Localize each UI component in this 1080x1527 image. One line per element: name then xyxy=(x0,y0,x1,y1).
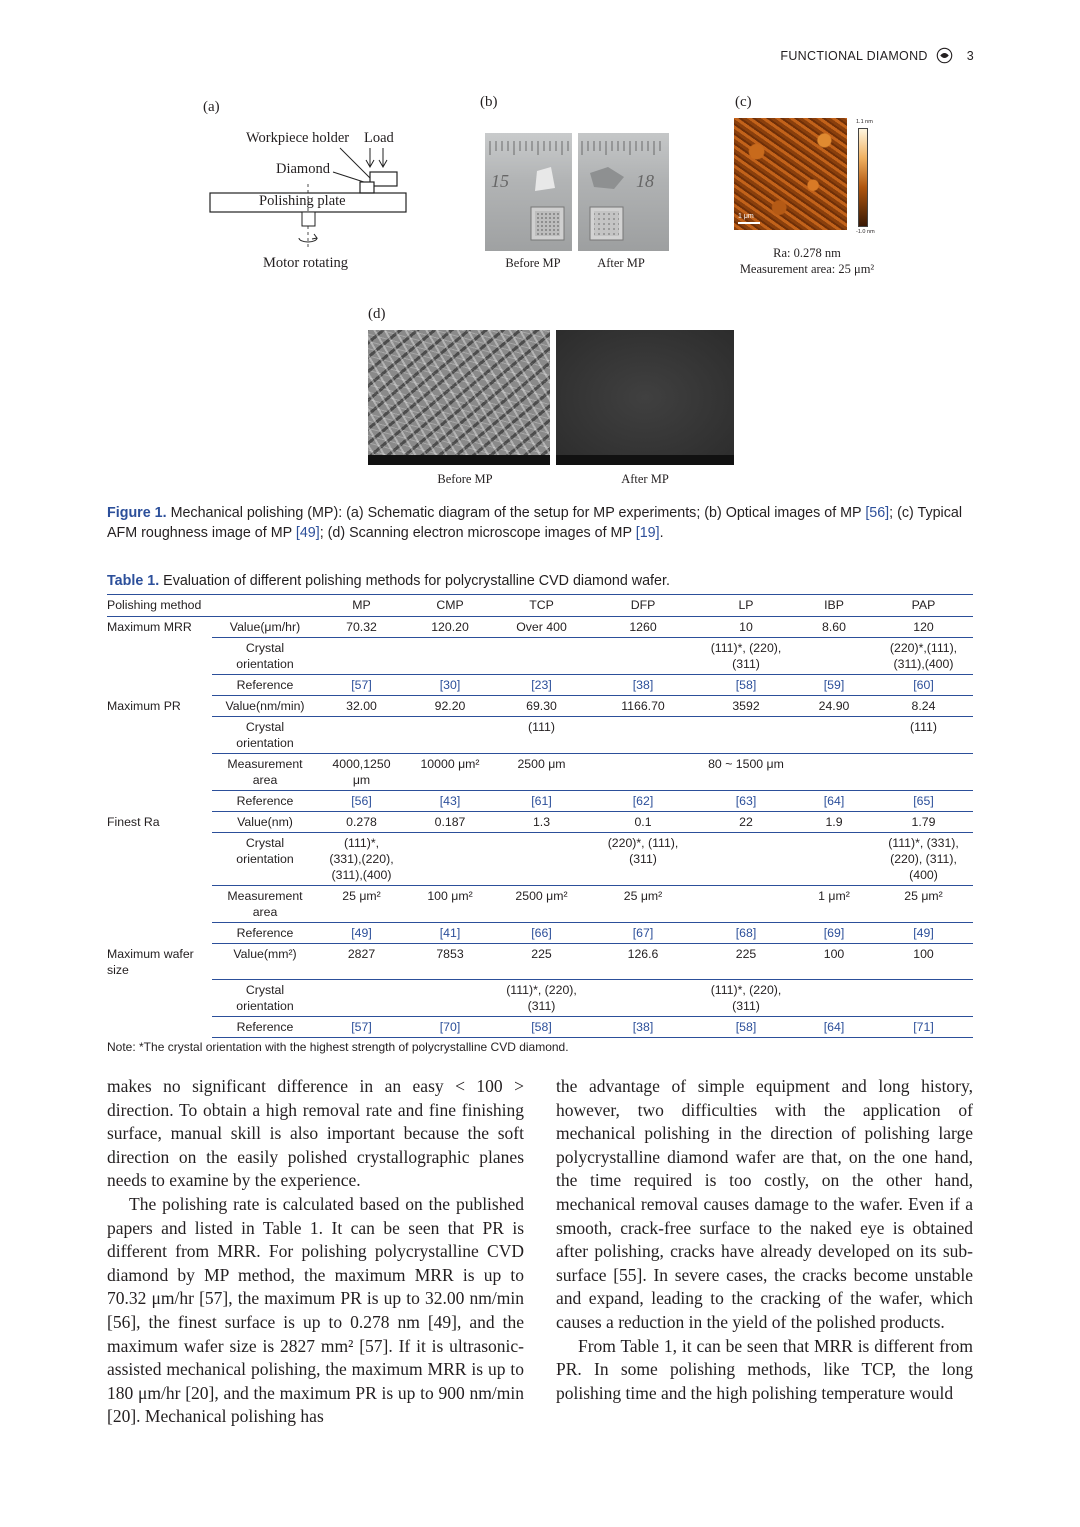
table-cell: 25 μm² xyxy=(874,886,973,923)
afm-ra-label: Ra: 0.278 nm xyxy=(773,246,841,260)
table-cell xyxy=(318,717,405,754)
table-reference-cell[interactable]: [41] xyxy=(405,923,495,944)
table-param-label: Crystal orientation xyxy=(212,717,318,754)
table-reference-cell[interactable]: [58] xyxy=(698,675,794,696)
table-reference-cell[interactable]: [64] xyxy=(794,791,874,812)
table-cell xyxy=(874,980,973,1017)
optical-image-before xyxy=(485,133,572,251)
paragraph: makes no significant difference in an easy < 100 > direction. To obtain a high removal rate and fine finishing surface, manual skill is also important because the soft direction on the easily polished crystallographic planes needs to examine by the experience. xyxy=(107,1076,524,1191)
load-label: Load xyxy=(364,130,394,146)
table-cell: 100 xyxy=(874,944,973,980)
table-cell: 0.187 xyxy=(405,812,495,833)
table-cell xyxy=(794,638,874,675)
figure-caption: Figure 1. Mechanical polishing (MP): (a) Schematic diagram of the setup for MP experiments; (b) Optical images of MP [56]; (c) Typical AFM roughness image of MP [49]; (d) Scanning electron microscope images of MP [19]. xyxy=(107,505,962,541)
table-row xyxy=(107,812,973,833)
table-group-label: Maximum wafer size xyxy=(107,946,194,977)
table-reference-cell[interactable]: [66] xyxy=(495,923,588,944)
table-cell: 126.6 xyxy=(588,944,698,980)
afm-color-scale xyxy=(858,128,868,227)
table-group-label xyxy=(107,886,212,923)
table-cell: 120 xyxy=(913,620,934,634)
table-param-label: Reference xyxy=(212,1017,318,1038)
table-cell xyxy=(588,754,698,791)
table-cell xyxy=(794,833,874,886)
table-header-method: MP xyxy=(318,595,405,617)
table-reference-cell[interactable]: [68] xyxy=(698,923,794,944)
table-param-label: Value(nm/min) xyxy=(212,696,318,717)
table-cell: 25 μm² xyxy=(318,886,405,923)
table-cell xyxy=(588,980,698,1017)
reference-link[interactable]: [49] xyxy=(295,525,320,541)
table-reference-cell[interactable]: [49] xyxy=(874,923,973,944)
table-reference-cell[interactable]: [56] xyxy=(318,791,405,812)
table-reference-cell[interactable]: [49] xyxy=(318,923,405,944)
table-header-method: PAP xyxy=(874,595,973,617)
table-cell: 25 μm² xyxy=(588,886,698,923)
table-param-label: Crystal orientation xyxy=(212,833,318,886)
table-row xyxy=(107,638,973,675)
sem-after-label: After MP xyxy=(621,472,669,486)
table-reference-cell[interactable]: [60] xyxy=(874,675,973,696)
afm-scale-bottom: -1.0 nm xyxy=(856,229,875,235)
table-cell: 22 xyxy=(698,812,794,833)
table-cell: 120.20 xyxy=(431,620,469,634)
table-cell: 100 μm² xyxy=(405,886,495,923)
table-reference-cell[interactable]: [57] xyxy=(318,1017,405,1038)
table-reference-cell[interactable]: [58] xyxy=(698,1017,794,1038)
table-label: Table 1. xyxy=(107,573,160,589)
table-group-label xyxy=(107,923,212,944)
table-row xyxy=(107,886,973,923)
table-param-label: Measurement area xyxy=(212,886,318,923)
table-cell: 24.90 xyxy=(794,696,874,717)
sem-image-after xyxy=(556,330,734,465)
paragraph: the advantage of simple equipment and long history, however, two difficulties with the application of mechanical polishing in the direction of polishing large polycrystalline diamond wafer are that, on the one hand, the time required is too costly, on the other hand, mechanical removal causes damage to the wafer. Even if a smooth, crack-free surface to the naked eye is obtained after polishing, cracks have already developed on its sub-surface [55]. In severe cases, the cracks become unstable and expand, leading to the cracking of the wafer, which causes a reduction in the yield of the polished products. xyxy=(556,1076,973,1332)
workpiece-holder-label: Workpiece holder xyxy=(246,130,350,146)
table-cell: 1260 xyxy=(629,620,657,634)
table-reference-cell[interactable]: [59] xyxy=(794,675,874,696)
table-cell xyxy=(794,754,874,791)
ruler-number-left: 15 xyxy=(491,171,509,191)
table-param-label: Reference xyxy=(212,923,318,944)
table-row xyxy=(107,791,973,812)
table-reference-cell[interactable]: [71] xyxy=(874,1017,973,1038)
table-note: Note: *The crystal orientation with the highest strength of polycrystalline CVD diamond. xyxy=(107,1040,569,1054)
table-reference-cell[interactable]: [38] xyxy=(588,1017,698,1038)
table-cell: 8.60 xyxy=(822,620,846,634)
journal-logo-icon xyxy=(936,47,953,64)
table-param-label: Measurement area xyxy=(212,754,318,791)
table-cell xyxy=(794,980,874,1017)
table-row xyxy=(107,833,973,886)
motor-rotating-label: Motor rotating xyxy=(263,255,348,271)
table-group-label xyxy=(107,754,212,791)
table-reference-cell[interactable]: [30] xyxy=(405,675,495,696)
afm-scale-bar xyxy=(738,222,760,224)
table-reference-cell[interactable]: [70] xyxy=(405,1017,495,1038)
table-param-label: Value(μm/hr) xyxy=(229,620,301,634)
table-cell: (111)*, (331),(220), (311),(400) xyxy=(318,833,405,886)
body-column-right xyxy=(556,1075,973,1405)
journal-name: FUNCTIONAL DIAMOND xyxy=(780,48,928,63)
table-group-label xyxy=(107,791,212,812)
table-reference-cell[interactable]: [57] xyxy=(318,675,405,696)
optical-before-label: Before MP xyxy=(505,256,561,270)
table-cell xyxy=(698,833,794,886)
optical-image-after xyxy=(578,133,669,251)
table-group-label xyxy=(107,675,212,696)
table-cell: 1.3 xyxy=(495,812,588,833)
table-cell: 225 xyxy=(698,944,794,980)
table-cell: 8.24 xyxy=(874,696,973,717)
body-column-left xyxy=(107,1075,524,1429)
table-cell: 100 xyxy=(794,944,874,980)
table-cell: 92.20 xyxy=(405,696,495,717)
table-cell: 1.9 xyxy=(794,812,874,833)
table-cell: 69.30 xyxy=(495,696,588,717)
sem-before-label: Before MP xyxy=(437,472,493,486)
table-param-label: Reference xyxy=(212,791,318,812)
table-reference-cell[interactable]: [67] xyxy=(588,923,698,944)
table-cell: 0.278 xyxy=(318,812,405,833)
table-reference-cell[interactable]: [64] xyxy=(794,1017,874,1038)
table-param-label: Reference xyxy=(212,675,318,696)
table-reference-cell[interactable]: [62] xyxy=(588,791,698,812)
table-cell: 2500 μm xyxy=(495,754,588,791)
table-group-label: Maximum PR xyxy=(107,698,181,713)
table-cell: (220)*,(111), (311),(400) xyxy=(874,638,973,675)
table-reference-cell[interactable]: [63] xyxy=(698,791,794,812)
table-cell: 7853 xyxy=(405,944,495,980)
polishing-setup-schematic xyxy=(200,140,415,252)
table-row xyxy=(107,1017,973,1038)
table-cell xyxy=(405,638,495,675)
table-cell xyxy=(588,638,698,675)
table-header-method: LP xyxy=(698,595,794,617)
figure-caption-label: Figure 1. xyxy=(107,505,167,521)
table-row xyxy=(107,696,973,717)
table-cell xyxy=(698,717,794,754)
diamond-label: Diamond xyxy=(276,161,330,177)
table-cell: 2500 μm² xyxy=(495,886,588,923)
table-group-label xyxy=(107,717,212,754)
table-header-first: Polishing method xyxy=(107,595,318,617)
table-cell: (220)*, (111),(311) xyxy=(588,833,698,886)
afm-scale-top: 1.1 nm xyxy=(856,119,873,125)
table-row xyxy=(107,617,973,638)
reference-link[interactable]: [19] xyxy=(635,525,660,541)
table-reference-cell[interactable]: [23] xyxy=(495,675,588,696)
table-cell xyxy=(405,833,495,886)
table-header-method: TCP xyxy=(495,595,588,617)
panel-label-b: (b) xyxy=(480,94,498,110)
table-cell xyxy=(405,717,495,754)
table-cell xyxy=(588,717,698,754)
table-cell xyxy=(318,638,405,675)
table-cell: 0.1 xyxy=(588,812,698,833)
table-row xyxy=(107,980,973,1017)
table-cell: 1.79 xyxy=(874,812,973,833)
table-reference-cell[interactable]: [43] xyxy=(405,791,495,812)
table-cell xyxy=(874,754,973,791)
table-row xyxy=(107,675,973,696)
table-row xyxy=(107,717,973,754)
table-reference-cell[interactable]: [38] xyxy=(588,675,698,696)
table-param-label: Crystal orientation xyxy=(212,980,318,1017)
table-param-label: Crystal orientation xyxy=(212,638,318,675)
table-cell: (111)*, (220),(311) xyxy=(495,980,588,1017)
table-group-label xyxy=(107,638,212,675)
table-row xyxy=(107,944,973,980)
table-group-label: Finest Ra xyxy=(107,814,160,829)
table-param-label: Value(mm²) xyxy=(212,944,318,980)
table-header-row xyxy=(107,595,973,617)
table-header-method: DFP xyxy=(588,595,698,617)
table-title: Table 1. Evaluation of different polishing methods for polycrystalline CVD diamond wafer. xyxy=(107,573,670,589)
table-cell: (111) xyxy=(874,717,973,754)
table-header-method: IBP xyxy=(794,595,874,617)
optical-after-label: After MP xyxy=(597,256,645,270)
sem-image-before xyxy=(368,330,550,465)
paragraph: The polishing rate is calculated based on the published papers and listed in Table 1. It can be seen that PR is different from MRR. For polishing polycrystalline CVD diamond by MP method, the maximum MRR is up to 70.32 μm/hr [57], the maximum PR is up to 32.00 nm/min [56], the finest surface is up to 0.278 nm [49], and the maximum wafer size is 2827 mm² [57]. If it is ultrasonic-assisted mechanical polishing, the maximum MRR is up to 180 μm/hr [20], and the maximum PR is up to 900 nm/min [20]. Mechanical polishing has xyxy=(107,1193,524,1427)
table-cell: 3592 xyxy=(698,696,794,717)
table-reference-cell[interactable]: [69] xyxy=(794,923,874,944)
running-head xyxy=(780,47,974,64)
table-row xyxy=(107,754,973,791)
polishing-plate-label: Polishing plate xyxy=(259,193,346,209)
table-cell: 80 ~ 1500 μm xyxy=(698,754,794,791)
paragraph: From Table 1, it can be seen that MRR is different from PR. In some polishing methods, like TCP, the long polishing time and the high polishing temperature would xyxy=(556,1335,973,1403)
ruler-number-right: 18 xyxy=(636,171,654,191)
table-cell: 2827 xyxy=(318,944,405,980)
table-group-label xyxy=(107,1017,212,1038)
table-cell: 70.32 xyxy=(346,620,377,634)
table-cell: 225 xyxy=(495,944,588,980)
table-group-label: Maximum MRR xyxy=(107,620,192,634)
page-number: 3 xyxy=(966,48,974,63)
table-cell: (111) xyxy=(495,717,588,754)
panel-label-d: (d) xyxy=(368,306,386,322)
table-cell: 10 xyxy=(739,620,753,634)
table-cell xyxy=(698,886,794,923)
table-cell: Over 400 xyxy=(516,620,567,634)
table-cell xyxy=(794,717,874,754)
table-cell: (111)*, (220),(311) xyxy=(698,638,794,675)
afm-area-label: Measurement area: 25 μm² xyxy=(739,262,875,276)
reference-link[interactable]: [56] xyxy=(865,505,890,521)
panel-label-c: (c) xyxy=(735,94,752,110)
afm-roughness-image xyxy=(734,118,847,230)
table-cell: 1166.70 xyxy=(588,696,698,717)
table-cell: 32.00 xyxy=(318,696,405,717)
polishing-methods-table xyxy=(107,594,973,1038)
table-reference-cell[interactable]: [65] xyxy=(874,791,973,812)
table-cell xyxy=(405,980,495,1017)
table-cell: 10000 μm² xyxy=(405,754,495,791)
table-cell: 4000,1250 μm xyxy=(318,754,405,791)
table-cell xyxy=(495,638,588,675)
table-cell: (111)*, (220),(311) xyxy=(698,980,794,1017)
table-cell xyxy=(318,980,405,1017)
table-param-label: Value(nm) xyxy=(212,812,318,833)
table-cell: (111)*, (331),(220), (311),(400) xyxy=(874,833,973,886)
table-reference-cell[interactable]: [61] xyxy=(495,791,588,812)
table-reference-cell[interactable]: [58] xyxy=(495,1017,588,1038)
table-group-label xyxy=(107,980,212,1017)
panel-label-a: (a) xyxy=(203,99,220,115)
table-row xyxy=(107,923,973,944)
afm-scale-bar-label: 1 μm xyxy=(738,213,754,220)
table-cell xyxy=(495,833,588,886)
table-group-label xyxy=(107,833,212,886)
table-cell: 1 μm² xyxy=(794,886,874,923)
table-header-method: CMP xyxy=(405,595,495,617)
